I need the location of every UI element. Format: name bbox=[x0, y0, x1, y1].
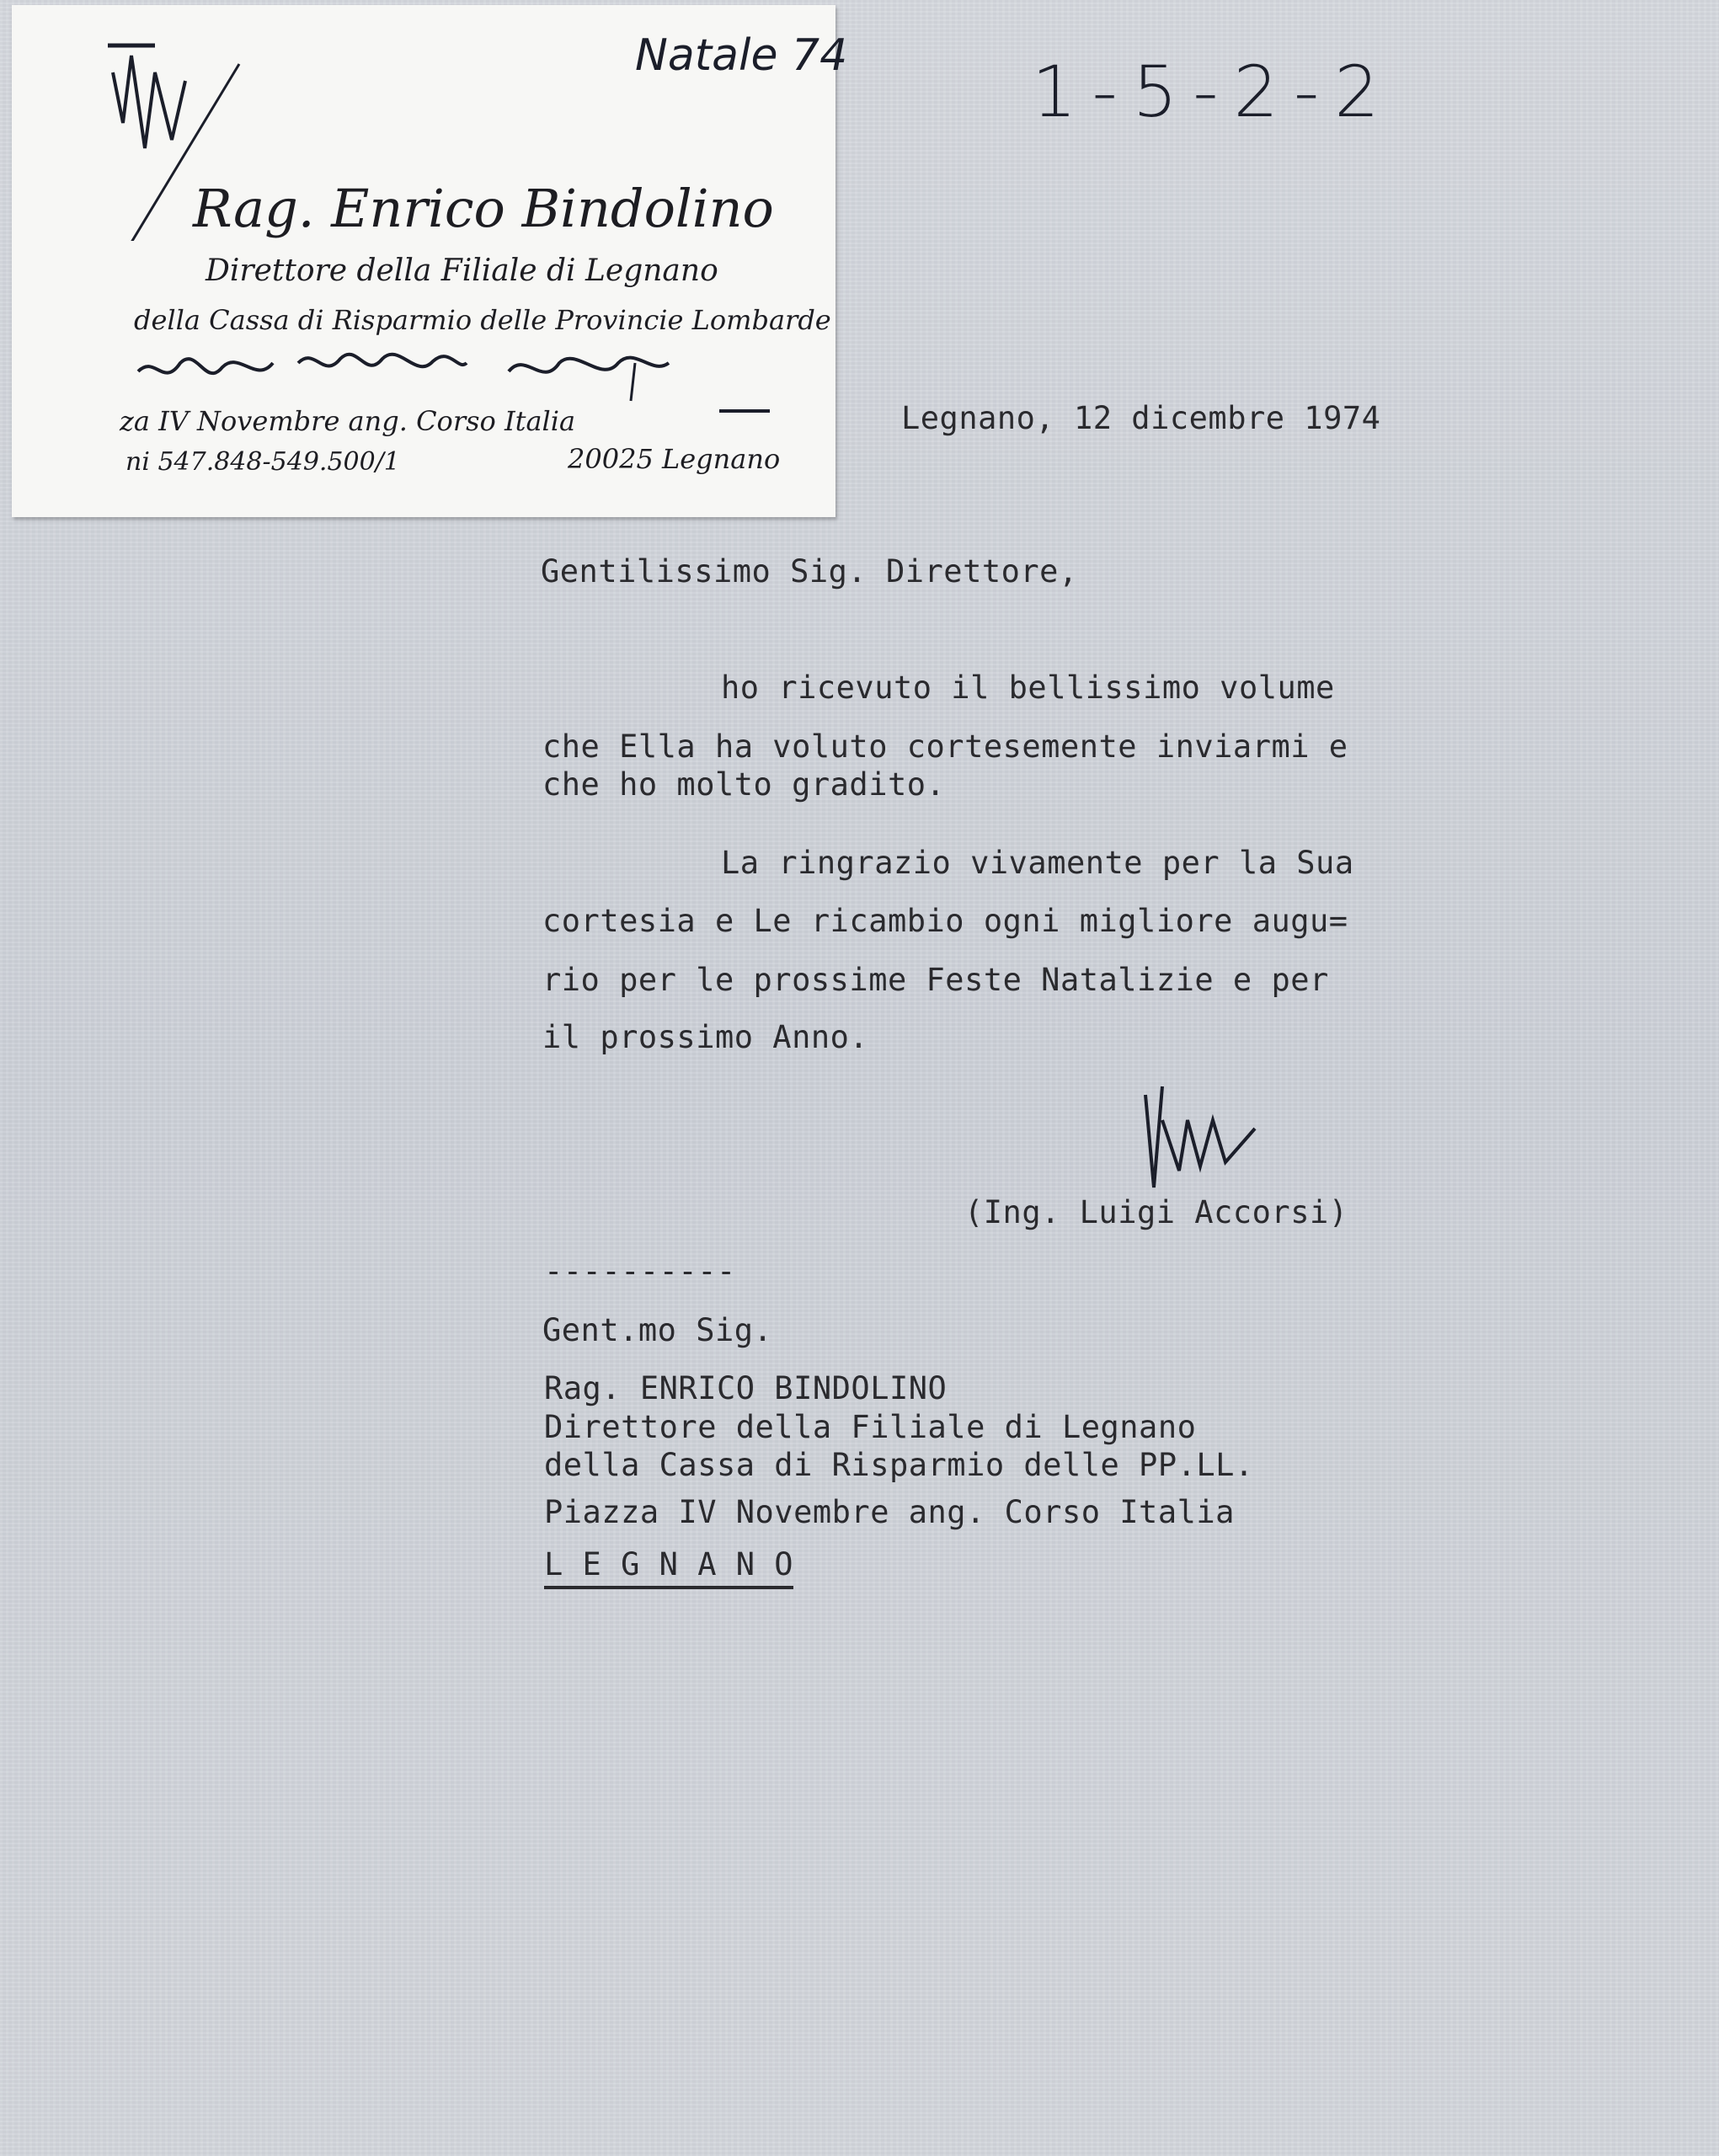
card-address: za IV Novembre ang. Corso Italia bbox=[120, 405, 576, 437]
letter-salutation: Gentilissimo Sig. Direttore, bbox=[541, 553, 1078, 590]
signature-icon bbox=[1129, 1070, 1297, 1196]
card-name: Rag. Enrico Bindolino bbox=[193, 178, 774, 239]
recipient-greeting: Gent.mo Sig. bbox=[542, 1312, 773, 1348]
paragraph-2-line-3: rio per le prossime Feste Natalizie e per bbox=[542, 962, 1329, 998]
card-bank: della Cassa di Risparmio delle Provincie Lombarde bbox=[134, 304, 831, 336]
card-phone: ni 547.848-549.500/1 bbox=[125, 447, 400, 477]
recipient-city: L E G N A N O bbox=[544, 1546, 793, 1589]
letter-date: Legnano, 12 dicembre 1974 bbox=[901, 400, 1381, 436]
recipient-name: Rag. ENRICO BINDOLINO bbox=[544, 1370, 948, 1406]
card-annotation: Natale 74 bbox=[635, 30, 848, 81]
paragraph-2-line-2: cortesia e Le ricambio ogni migliore augu= bbox=[542, 903, 1348, 939]
paragraph-1-line-1: ho ricevuto il bellissimo volume bbox=[721, 670, 1335, 706]
separator-line: ---------- bbox=[544, 1253, 736, 1289]
handwritten-greeting-icon bbox=[130, 338, 702, 405]
recipient-role: Direttore della Filiale di Legnano bbox=[544, 1409, 1197, 1445]
card-city: 20025 Legnano bbox=[568, 443, 781, 475]
paragraph-1-line-3: che ho molto gradito. bbox=[542, 766, 946, 803]
signatory-name: (Ing. Luigi Accorsi) bbox=[964, 1194, 1348, 1230]
paragraph-2-line-1: La ringrazio vivamente per la Sua bbox=[721, 845, 1354, 881]
archive-reference: 1-5-2-2 bbox=[1032, 51, 1395, 133]
paragraph-2-line-4: il prossimo Anno. bbox=[542, 1019, 869, 1055]
recipient-address: Piazza IV Novembre ang. Corso Italia bbox=[544, 1494, 1235, 1530]
paragraph-1-line-2: che Ella ha voluto cortesemente inviarmi e bbox=[542, 728, 1348, 765]
recipient-bank: della Cassa di Risparmio delle PP.LL. bbox=[544, 1447, 1254, 1483]
card-dash bbox=[719, 409, 770, 413]
card-title: Direttore della Filiale di Legnano bbox=[206, 253, 718, 288]
business-card bbox=[12, 5, 848, 517]
